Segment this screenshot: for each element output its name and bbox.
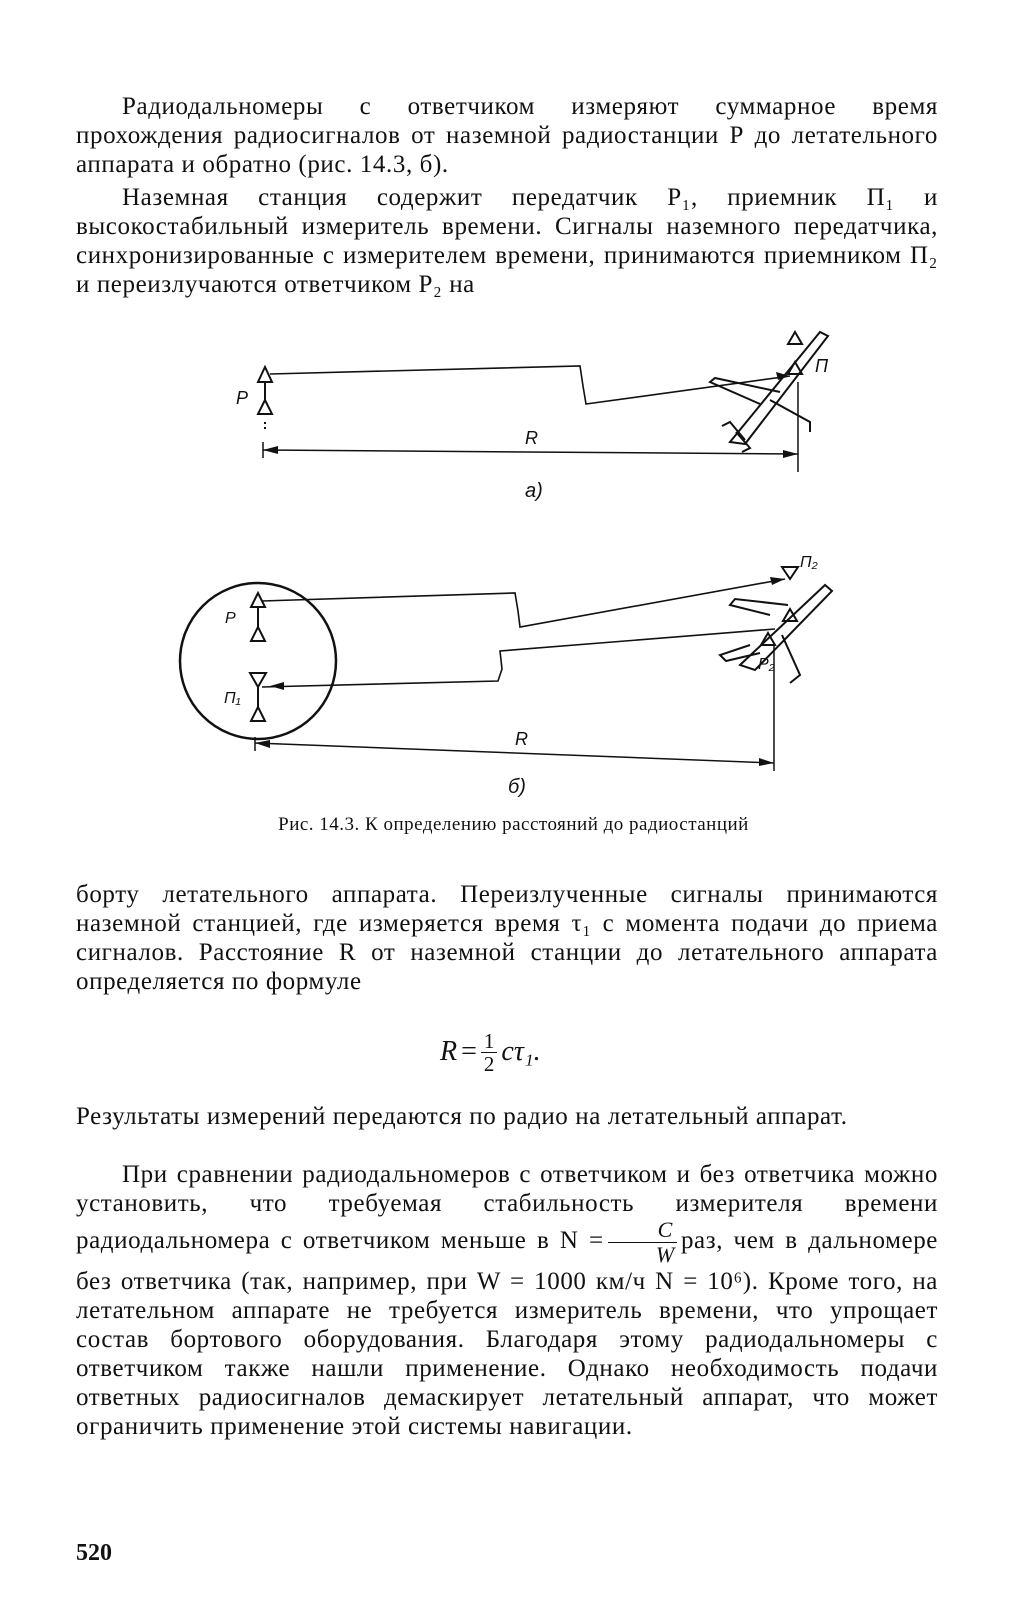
page-number: 520 [76,1540,112,1566]
sublabel-b: б) [508,776,526,798]
formula-numerator: 1 [481,1030,498,1053]
antenna-p1-icon [250,673,266,721]
ratio-denominator: W [655,1242,675,1267]
downlink-line [262,629,775,687]
label-r2: P₂ [758,656,775,673]
paragraph-1: Радиодальномеры с ответчиком измеряют суммарное время прохождения радиосигналов от наземной радиостанции Р до летательного аппарата и обратно (рис. 14.3, б). [76,93,938,178]
paragraph-5-end: раз, чем в дальномере без ответчика (так, например, при W = 1000 км/ч N = 10⁶). Кроме того, на летательном аппарате не требуется измеритель времени, что упрощает состав бортового оборудования. Благодаря этому радиодальномеры с ответчиком также нашли применение. Однако необходимость подачи ответных радиосигналов демаскирует летательный аппарат, что может ограничить применение этой системы навигации. [76,1227,938,1440]
paragraph-5-start: При сравнении радиодальномеров с ответчиком и без ответчика можно установить, что требуемая стабильность измерителя времени радиодальномера с ответчиком меньше в N = [76,1161,938,1255]
aircraft-icon-b [720,567,832,683]
sublabel-a: а) [525,480,543,502]
figure-caption: Рис. 14.3. К определению расстояний до радиостанций [278,814,749,835]
label-p-b: P [225,610,236,627]
signal-line-a [270,366,790,404]
range-line-a [263,450,798,454]
range-label-b: R [515,729,528,749]
label-p: P [236,388,249,408]
formula-fraction [481,1030,498,1075]
label-p2: П₂ [800,554,818,571]
label-p1: П₁ [224,690,241,707]
range-formula [440,1022,541,1082]
paragraph-2: Наземная станция содержит передатчик Р₁, приемник П₁ и высокостабильный измеритель времени. Сигналы наземного передатчика, синхронизированные с измерителем времени, принимаются приемником П₂ и переизлучаются ответчиком Р₂ на [76,184,938,298]
formula-denominator: 2 [483,1051,495,1076]
uplink-line [262,579,785,627]
paragraph-4: Результаты измерений передаются по радио на летательный аппарат. [76,1103,848,1130]
paragraph-5 [76,1160,938,1441]
formula-eq: = [461,1036,477,1067]
paragraph-3: борту летательного аппарата. Переизлученные сигналы принимаются наземной станцией, где измеряется время τ₁ с момента подачи до приема сигналов. Расстояние R от наземной станции до летательного аппарата определяется по формуле [76,881,938,995]
label-transponder: П [815,356,829,376]
formula-lhs: R [440,1036,458,1067]
range-label-a: R [525,428,538,448]
figure-b [170,545,870,805]
figure-a [170,322,870,512]
formula-rhs: cτ₁. [501,1036,541,1067]
ratio-numerator: C [608,1218,677,1243]
ratio-fraction [608,1218,677,1267]
antenna-p-icon [258,367,272,432]
aircraft-icon-a [710,332,828,452]
